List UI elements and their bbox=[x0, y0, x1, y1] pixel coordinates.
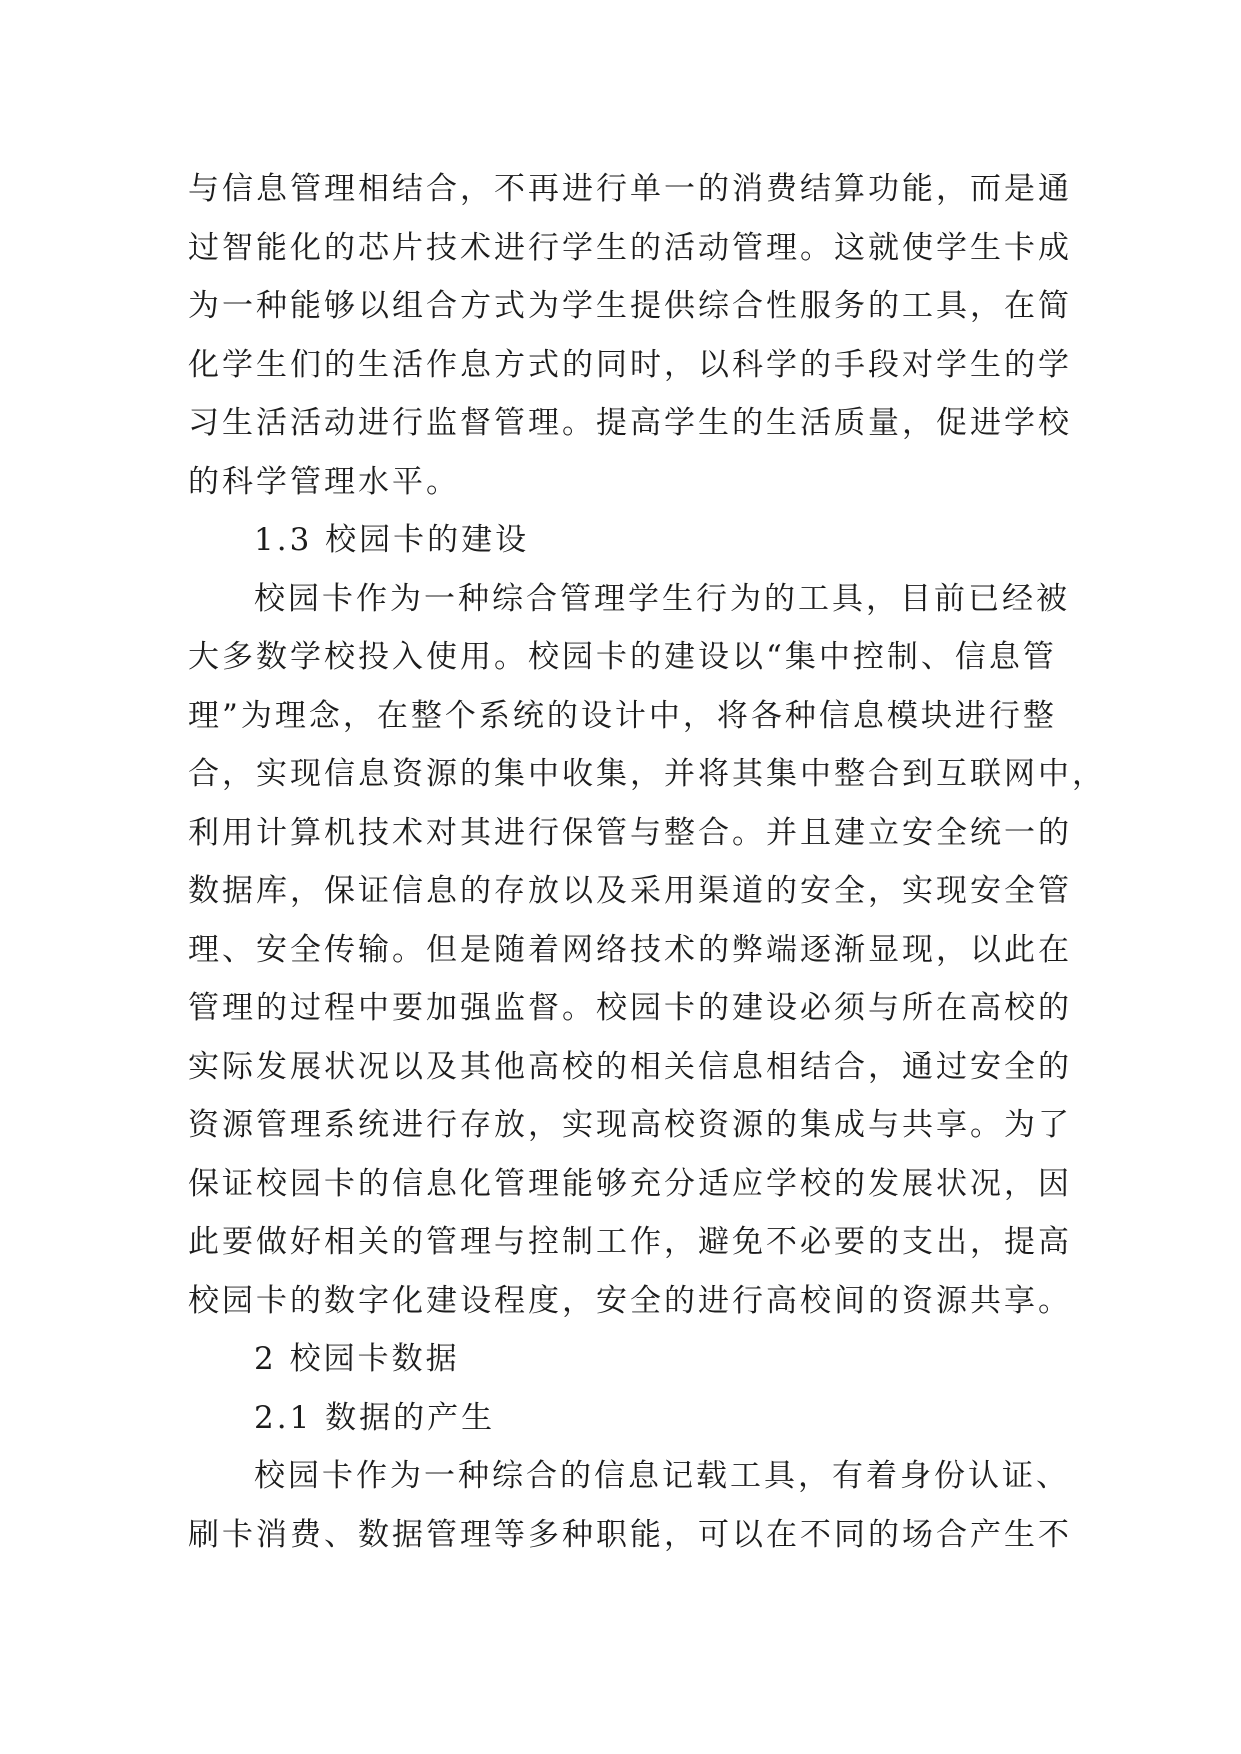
paragraph-line: 合，实现信息资源的集中收集，并将其集中整合到互联网中， bbox=[188, 756, 1106, 792]
paragraph-line: 校园卡的数字化建设程度，安全的进行高校间的资源共享。 bbox=[188, 1282, 1072, 1319]
paragraph-line: 此要做好相关的管理与控制工作，避免不必要的支出，提高 bbox=[188, 1224, 1072, 1260]
paragraph-line: 大多数学校投入使用。校园卡的建设以“集中控制、信息管 bbox=[188, 639, 1057, 675]
paragraph-line: 管理的过程中要加强监督。校园卡的建设必须与所在高校的 bbox=[188, 990, 1072, 1026]
section-heading-2: 2 校园卡数据 bbox=[254, 1341, 460, 1377]
paragraph-line: 理、安全传输。但是随着网络技术的弊端逐渐显现，以此在 bbox=[188, 931, 1072, 968]
document-body bbox=[188, 160, 1106, 1564]
paragraph-line: 利用计算机技术对其进行保管与整合。并且建立安全统一的 bbox=[188, 814, 1072, 851]
paragraph-line: 习生活活动进行监督管理。提高学生的生活质量，促进学校 bbox=[188, 405, 1072, 441]
paragraph-line: 资源管理系统进行存放，实现高校资源的集成与共享。为了 bbox=[188, 1107, 1072, 1143]
paragraph-line: 实际发展状况以及其他高校的相关信息相结合，通过安全的 bbox=[188, 1048, 1072, 1085]
section-heading-2-1: 2.1 数据的产生 bbox=[254, 1399, 496, 1436]
paragraph-line: 与信息管理相结合，不再进行单一的消费结算功能，而是通 bbox=[188, 171, 1072, 207]
paragraph-line: 校园卡作为一种综合的信息记载工具，有着身份认证、 bbox=[254, 1458, 1070, 1494]
section-heading-1-3: 1.3 校园卡的建设 bbox=[254, 522, 530, 558]
paragraph-line: 理”为理念，在整个系统的设计中，将各种信息模块进行整 bbox=[188, 697, 1057, 734]
paragraph-line: 校园卡作为一种综合管理学生行为的工具，目前已经被 bbox=[254, 580, 1070, 617]
paragraph-line: 保证校园卡的信息化管理能够充分适应学校的发展状况，因 bbox=[188, 1165, 1072, 1202]
paragraph-line: 过智能化的芯片技术进行学生的活动管理。这就使学生卡成 bbox=[188, 229, 1072, 266]
paragraph-line: 刷卡消费、数据管理等多种职能，可以在不同的场合产生不 bbox=[188, 1516, 1072, 1553]
paragraph-line: 数据库，保证信息的存放以及采用渠道的安全，实现安全管 bbox=[188, 873, 1072, 909]
paragraph-line: 化学生们的生活作息方式的同时，以科学的手段对学生的学 bbox=[188, 346, 1072, 383]
paragraph-line: 为一种能够以组合方式为学生提供综合性服务的工具，在简 bbox=[188, 288, 1072, 324]
paragraph-line: 的科学管理水平。 bbox=[188, 463, 460, 500]
